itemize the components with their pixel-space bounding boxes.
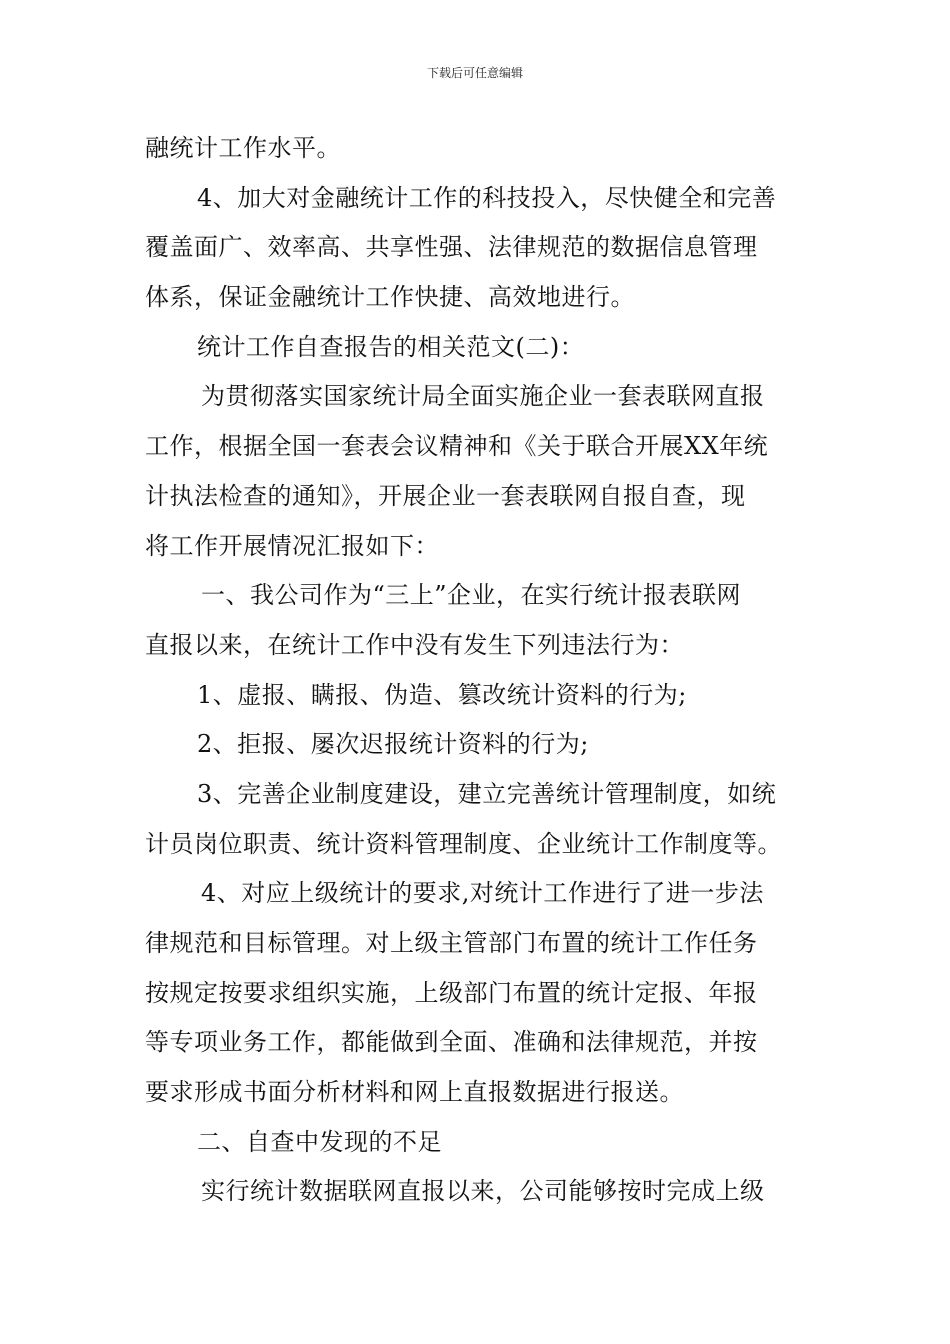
text-line: 4、对应上级统计的要求,对统计工作进行了进一步法 bbox=[201, 879, 764, 908]
text-line: 一、我公司作为“三上”企业，在实行统计报表联网 bbox=[201, 581, 742, 610]
text-line: 体系，保证金融统计工作快捷、高效地进行。 bbox=[145, 283, 635, 312]
text-line: 1、虚报、瞒报、伪造、篡改统计资料的行为; bbox=[197, 680, 687, 709]
text-line: 按规定按要求组织实施，上级部门布置的统计定报、年报 bbox=[145, 978, 758, 1007]
document-body bbox=[145, 124, 807, 1217]
text-line: 覆盖面广、效率高、共享性强、法律规范的数据信息管理 bbox=[145, 233, 758, 262]
text-line: 律规范和目标管理。对上级主管部门布置的统计工作任务 bbox=[145, 929, 758, 957]
text-line: 等专项业务工作，都能做到全面、准确和法律规范，并按 bbox=[145, 1028, 758, 1057]
text-line: 为贯彻落实国家统计局全面实施企业一套表联网直报 bbox=[201, 382, 765, 411]
text-line: 融统计工作水平。 bbox=[145, 134, 341, 162]
section-heading: 统计工作自查报告的相关范文(二)： bbox=[197, 332, 585, 361]
text-line: 要求形成书面分析材料和网上直报数据进行报送。 bbox=[145, 1078, 684, 1107]
text-line: 直报以来，在统计工作中没有发生下列违法行为： bbox=[145, 630, 684, 659]
text-line: 3、完善企业制度建设，建立完善统计管理制度，如统 bbox=[197, 779, 777, 808]
text-line: 计执法检查的通知》，开展企业一套表联网自报自查，现 bbox=[145, 481, 746, 510]
text-line: 4、加大对金融统计工作的科技投入，尽快健全和完善 bbox=[197, 183, 777, 212]
text-line: 计员岗位职责、统计资料管理制度、企业统计工作制度等。 bbox=[145, 829, 782, 858]
text-line: 将工作开展情况汇报如下： bbox=[145, 531, 439, 560]
text-line: 实行统计数据联网直报以来，公司能够按时完成上级 bbox=[201, 1177, 765, 1206]
text-line: 工作，根据全国一套表会议精神和《关于联合开展XX年统 bbox=[145, 432, 769, 461]
page-header: 下载后可任意编辑 bbox=[426, 66, 523, 80]
text-line: 2、拒报、屡次迟报统计资料的行为; bbox=[197, 730, 589, 759]
section-heading: 二、自查中发现的不足 bbox=[197, 1127, 442, 1156]
